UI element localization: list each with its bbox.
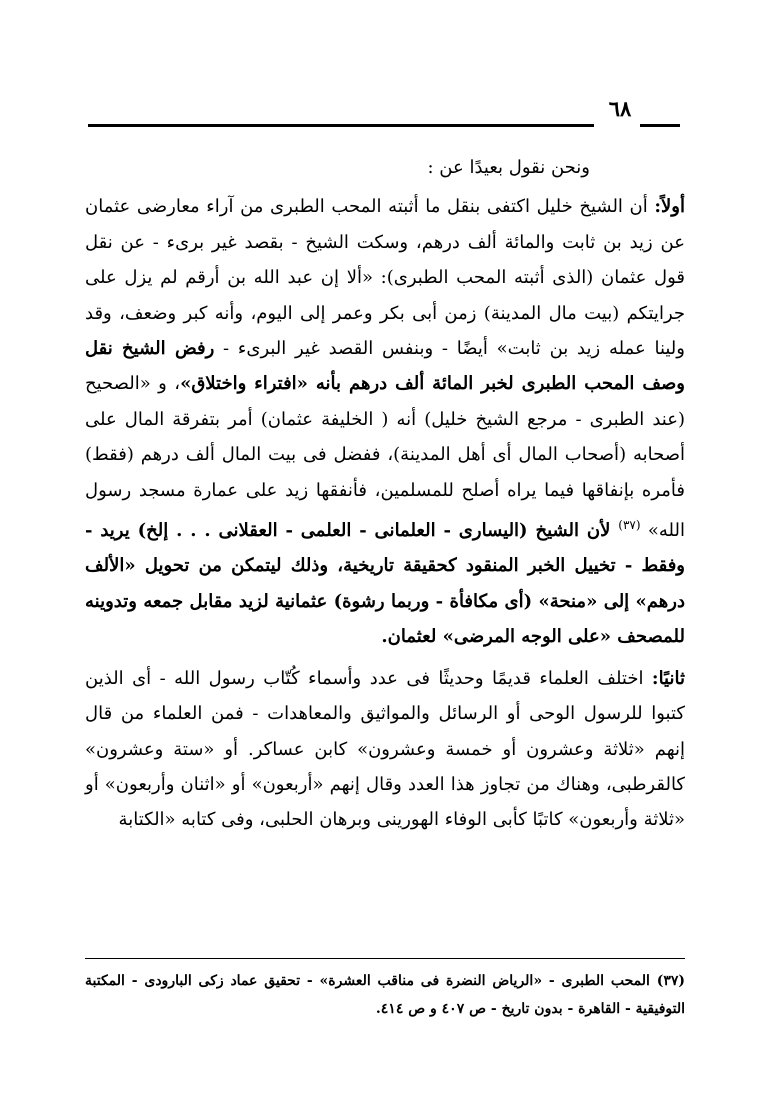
body-text [85,150,685,838]
first-text-2: ، و «الصحيح (عند الطبرى - مرجع الشيخ خليل) أنه ( الخليفة عثمان) أمر بتفرقة المال على أصحابه (أصحاب المال أى أهل المدينة)، ففضل فى بيت المال ألف درهم (فقط) فأمره بإنفاقها فيما يراه أصلح للمسلمين، فأنفقها زيد على عمارة مسجد رسول الله» [85,373,685,542]
page-number: ٦٨ [608,96,632,121]
paragraph-first [85,189,685,654]
header-rule-short [640,124,680,127]
footnote: (٣٧) المحب الطبرى - «الرياض النضرة فى مناقب العشرة» - تحقيق عماد زكى البارودى - المكتبة التوفيقية - القاهرة - بدون تاريخ - ص ٤٠٧ و ص ٤١٤. [85,973,685,1017]
footnote-rule [85,958,685,959]
footnote-ref: (٣٧) [618,518,641,533]
first-bold-1: رفض الشيخ نقل وصف المحب الطبرى لخبر المائة ألف درهم بأنه «افتراء واختلاق» [85,338,685,395]
header-rule [88,124,594,127]
label-first: أولاً: [654,196,685,218]
first-text-1: أن الشيخ خليل اكتفى بنقل ما أثبته المحب الطبرى من آراء معارضى عثمان عن زيد بن ثابت والمائة ألف درهم، وسكت الشيخ - بقصد غير برىء - عن نقل قول عثمان (الذى أثبته المحب الطبرى): «ألا إن عبد الله بن أرقم لم يزل على جرايتكم (بيت مال المدينة) زمن أبى بكر وعمر إلى اليوم، وأنه كبر وضعف، وقد ولينا عمله زيد بن ثابت» أيضًا - وبنفس القصد غير البرىء - [85,196,685,360]
first-bold-2: لأن الشيخ (اليسارى - العلمانى - العلمى - العقلانى . . . إلخ) يريد - وفقط - تخييل الخبر المنقود كحقيقة تاريخية، وذلك ليتمكن من تحويل «الألف درهم» إلى «منحة» (أى مكافأة - وربما رشوة) عثمانية لزيد مقابل جمعه وتدوينه للمصحف «على الوجه المرضى» لعثمان. [85,520,685,648]
paragraph-second [85,661,685,838]
intro-line: ونحن نقول بعيدًا عن : [427,157,590,178]
label-second: ثانيًا: [651,667,685,689]
second-text: اختلف العلماء قديمًا وحديثًا فى عدد وأسماء كُتّاب رسول الله - أى الذين كتبوا للرسول الوحى أو الرسائل والمواثيق والمعاهدات - فمن العلماء من قال إنهم «ثلاثة وعشرون أو خمسة وعشرون» كابن عساكر. أو «ستة وعشرون» كالقرطبى، وهناك من تجاوز هذا العدد وقال إنهم «أربعون» أو «اثنان وأربعون» أو «ثلاثة وأربعون» كاتبًا كأبى الوفاء الهورينى وبرهان الحلبى، وفى كتابه «الكتابة [85,667,685,831]
